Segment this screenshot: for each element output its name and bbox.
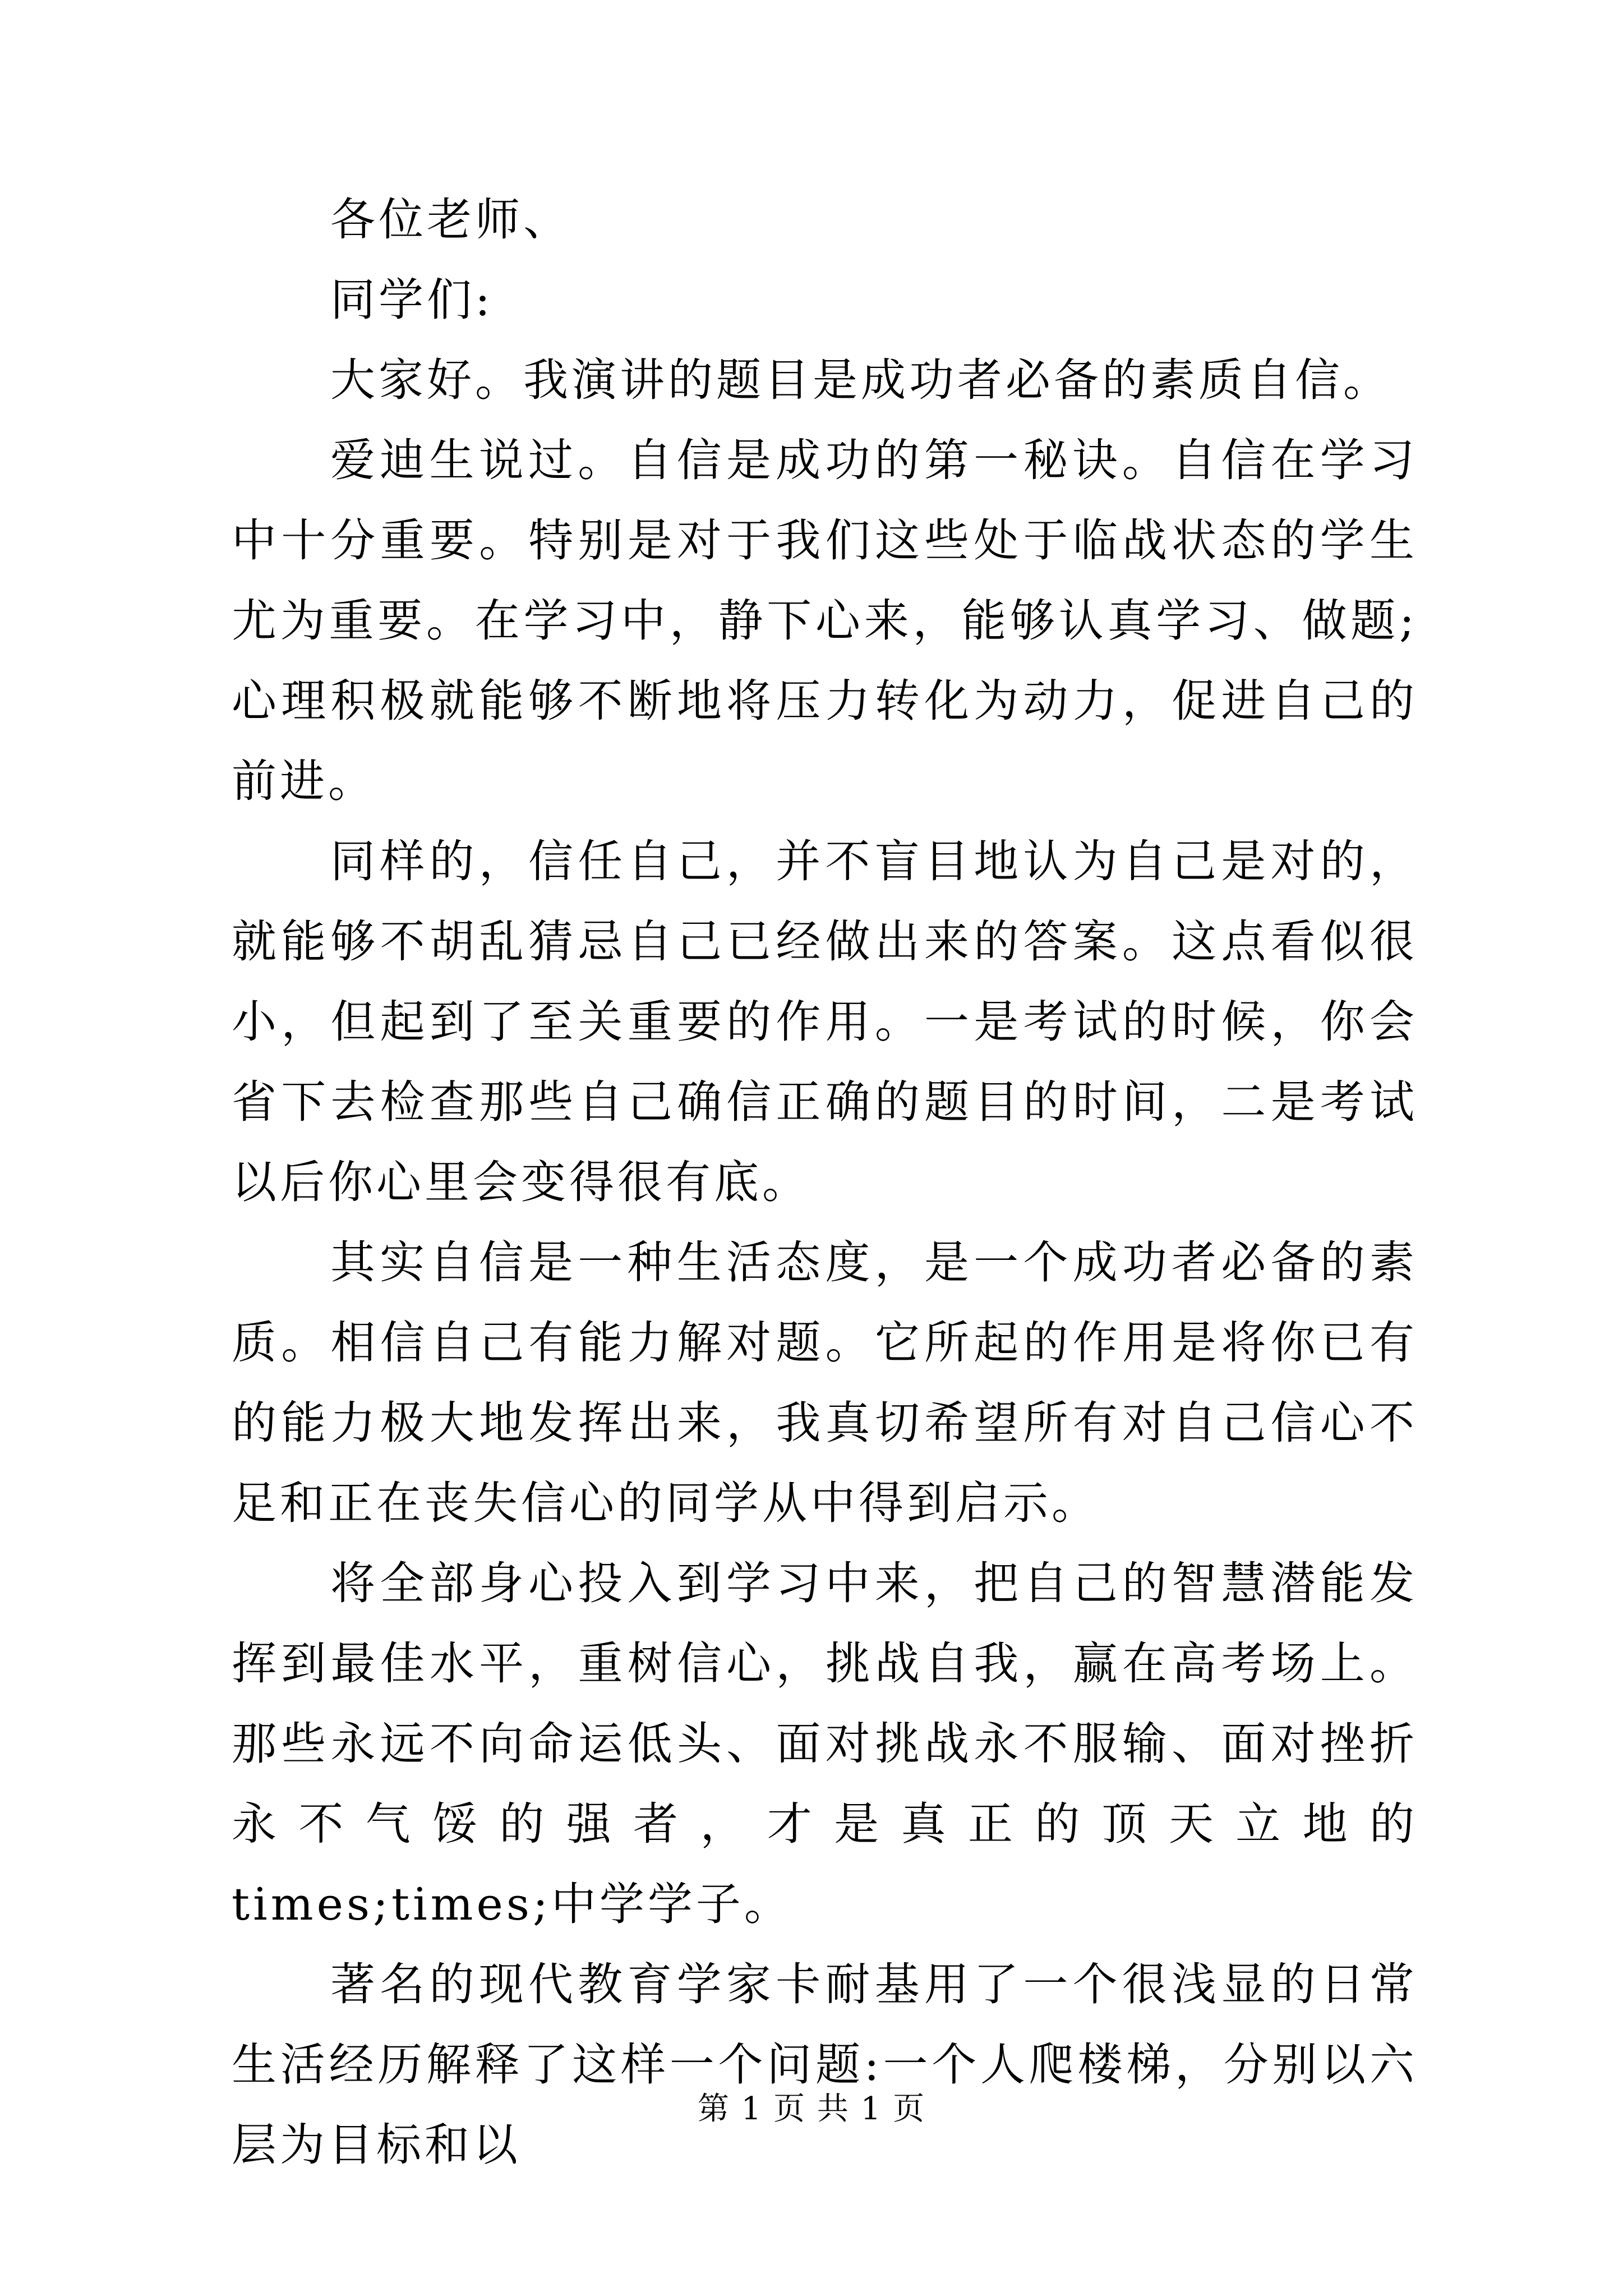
salutation-line-2: 同学们: [330,274,494,326]
paragraph-self-trust: 同样的，信任自己，并不盲目地认为自己是对的，就能够不胡乱猜忌自己已经做出来的答案。这点看似很小，但起到了至关重要的作用。一是考试的时候，你会省下去检查那些自己确信正确的题目的时间，二是考试以后你心里会变得很有底。 [232,835,1418,1208]
page-footer: 第 1 页 共 1 页 [697,2091,926,2127]
paragraph-edison-quote: 爱迪生说过。自信是成功的第一秘诀。自信在学习中十分重要。特别是对于我们这些处于临战状态的学生尤为重要。在学习中，静下心来，能够认真学习、做题;心理积极就能够不断地将压力转化为动力，促进自己的前进。 [232,434,1418,807]
document-body [232,180,1418,2185]
paragraph-life-attitude: 其实自信是一种生活态度，是一个成功者必备的素质。相信自己有能力解对题。它所起的作用是将你已有的能力极大地发挥出来，我真切希望所有对自己信心不足和正在丧失信心的同学从中得到启示。 [232,1236,1418,1529]
paragraph-carnegie: 著名的现代教育学家卡耐基用了一个很浅显的日常生活经历解释了这样一个问题:一个人爬楼梯，分别以六层为目标和以 [232,1958,1418,2171]
paragraph-full-effort: 将全部身心投入到学习中来，把自己的智慧潜能发挥到最佳水平，重树信心，挑战自我，赢在高考场上。那些永远不向命运低头、面对挑战永不服输、面对挫折永不气馁的强者，才是真正的顶天立地的times;times;中学学子。 [232,1557,1418,1930]
salutation-line-1: 各位老师、 [330,194,571,246]
paragraph-greeting: 大家好。我演讲的题目是成功者必备的素质自信。 [330,354,1391,406]
